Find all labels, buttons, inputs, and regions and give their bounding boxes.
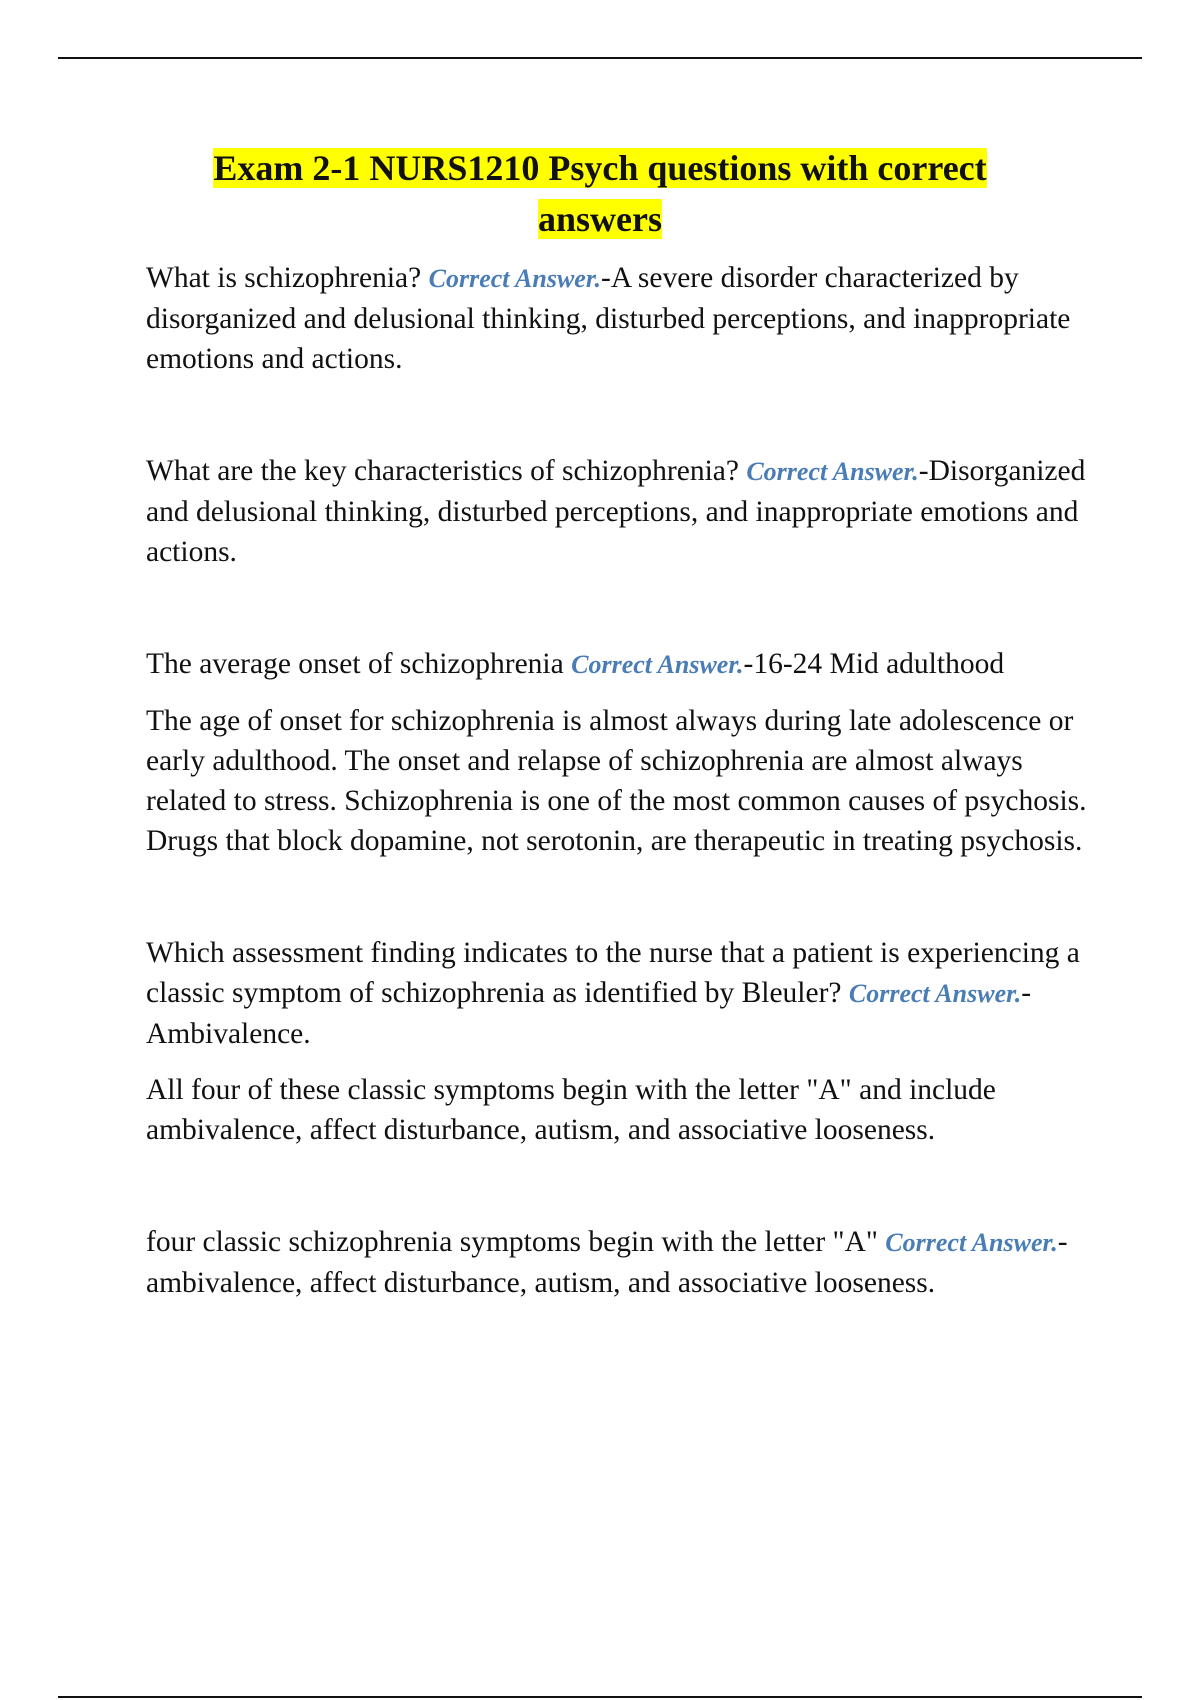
question-text: four classic schizophrenia symptoms begin with the letter "A" (146, 1226, 878, 1258)
spacer (146, 572, 1106, 644)
answer-text: -A severe disorder characterized by disorganized and delusional thinking, disturbed perceptions, and inappropriate emotions and actions. (146, 262, 1071, 375)
answer-text: -16-24 Mid adulthood (743, 648, 1005, 680)
correct-answer-marker: Correct Answer. (885, 1228, 1058, 1257)
spacer (146, 1150, 1106, 1222)
correct-answer-marker: Correct Answer. (571, 650, 744, 679)
question-text: What is schizophrenia? (146, 262, 422, 294)
spacer (146, 1054, 1106, 1070)
qa-item-1 (146, 258, 1106, 379)
answer-text: -Ambivalence. (146, 977, 1032, 1050)
qa-item-3 (146, 644, 1106, 685)
qa-item-5 (146, 1222, 1106, 1303)
question-text: The average onset of schizophrenia (146, 648, 564, 680)
title-highlight: Exam 2-1 NURS1210 Psych questions with correct answers (213, 148, 987, 239)
correct-answer-marker: Correct Answer. (848, 979, 1022, 1008)
spacer (146, 379, 1106, 451)
bottom-divider (58, 1696, 1142, 1698)
qa-item-4 (146, 933, 1106, 1054)
answer-text: -ambivalence, affect disturbance, autism, and associative looseness. (146, 1226, 1068, 1299)
top-divider (58, 57, 1142, 59)
document-body (146, 258, 1106, 1303)
question-text: Which assessment finding indicates to the nurse that a patient is experiencing a classic symptom of schizophrenia as identified by Bleuler? (146, 937, 1080, 1009)
qa-item-2 (146, 451, 1106, 572)
answer-text: -Disorganized and delusional thinking, disturbed perceptions, and inappropriate emotions and actions. (146, 455, 1086, 568)
spacer (146, 685, 1106, 701)
explanation-paragraph: The age of onset for schizophrenia is almost always during late adolescence or early adulthood. The onset and relapse of schizophrenia are almost always related to stress. Schizophrenia is one of the most common causes of psychosis. Drugs that block dopamine, not serotonin, are therapeutic in treating psychosis. (146, 705, 1087, 857)
question-text: What are the key characteristics of schizophrenia? (146, 455, 739, 487)
document-title (150, 143, 1050, 245)
spacer (146, 861, 1106, 933)
correct-answer-marker: Correct Answer. (428, 264, 602, 293)
correct-answer-marker: Correct Answer. (746, 457, 919, 486)
explanation-paragraph: All four of these classic symptoms begin with the letter "A" and include ambivalence, affect disturbance, autism, and associative looseness. (146, 1074, 996, 1146)
